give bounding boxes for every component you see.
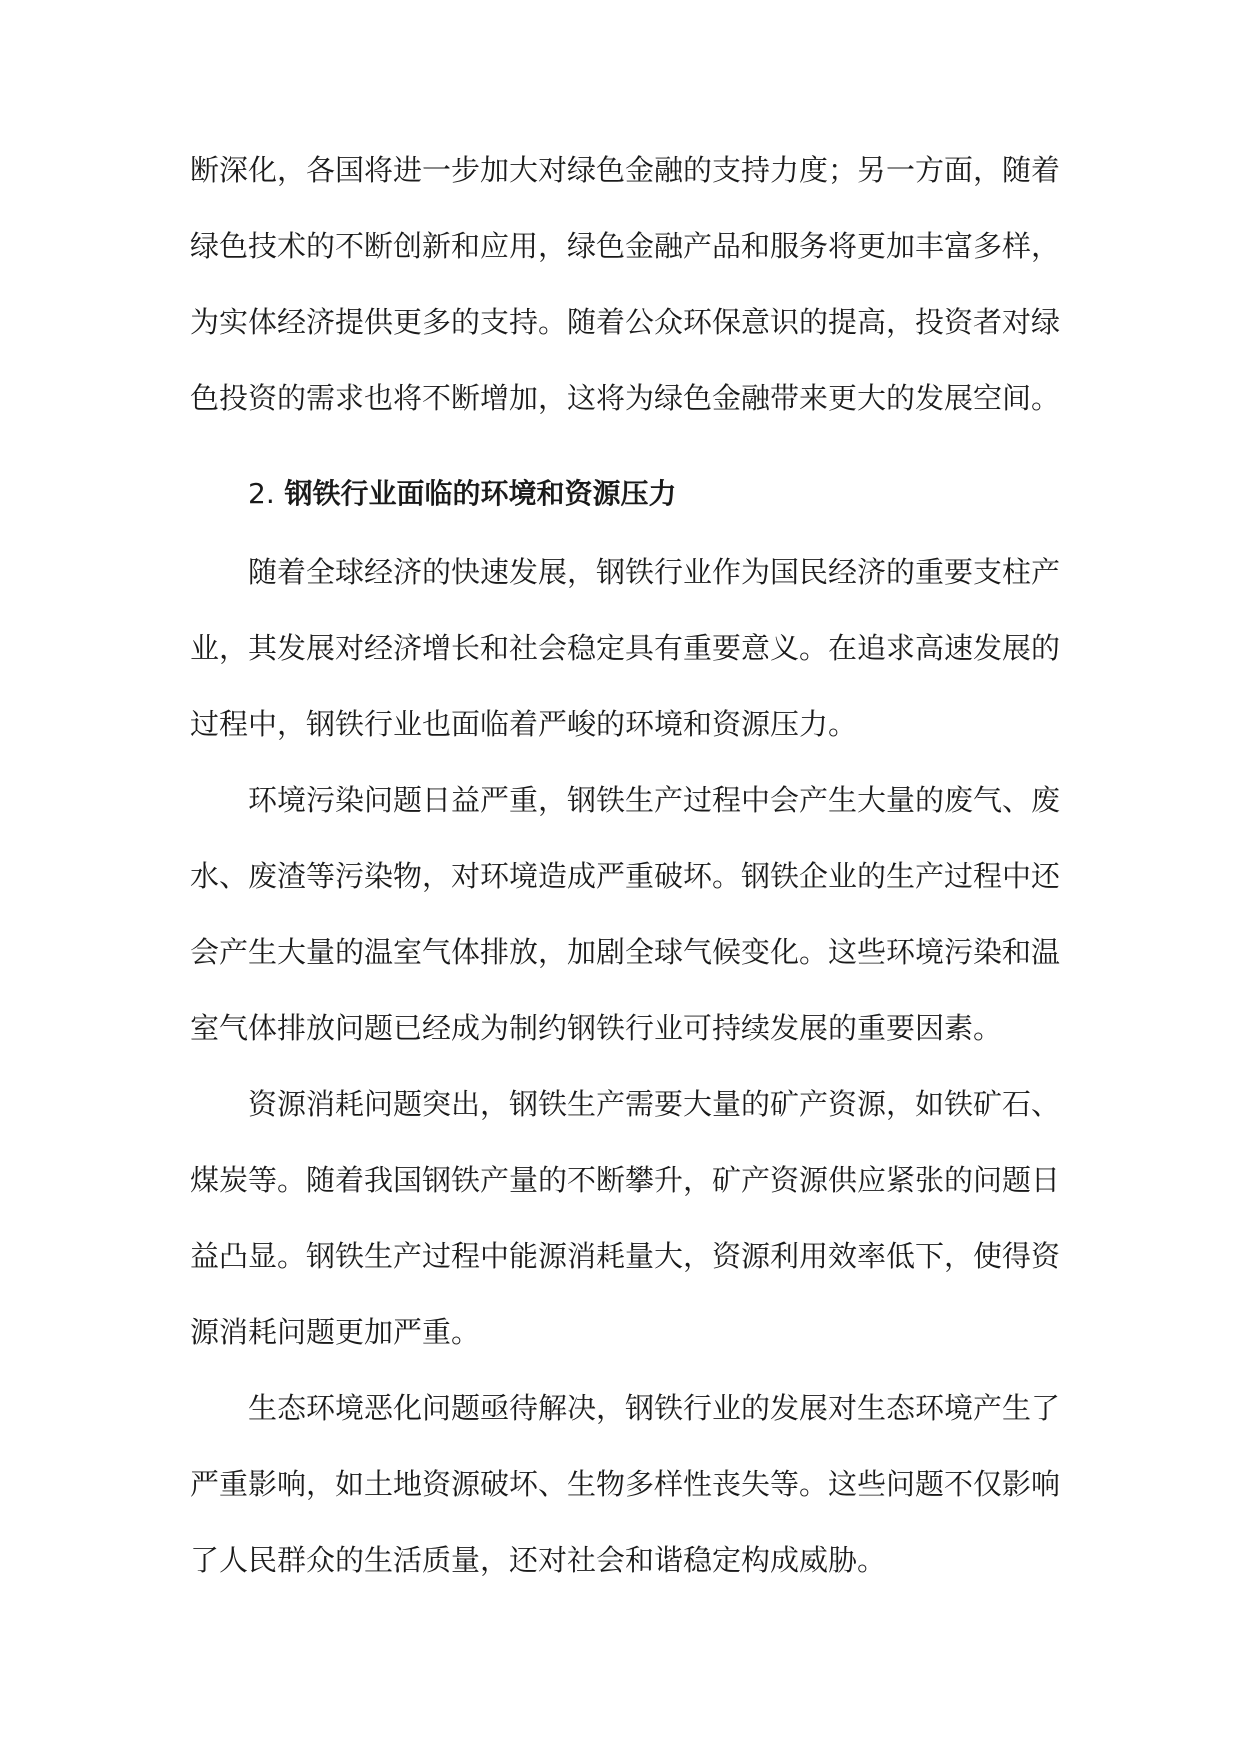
document-body <box>190 132 1060 1598</box>
section-heading-title: 钢铁行业面临的环境和资源压力 <box>284 477 677 510</box>
paragraph-environment-pollution: 环境污染问题日益严重，钢铁生产过程中会产生大量的废气、废水、废渣等污染物，对环境造成严重破坏。钢铁企业的生产过程中还会产生大量的温室气体排放，加剧全球气候变化。这些环境污染和温室气体排放问题已经成为制约钢铁行业可持续发展的重要因素。 <box>190 783 1061 1045</box>
section-heading-number: 2. <box>248 477 275 510</box>
paragraph-ecology: 生态环境恶化问题亟待解决，钢铁行业的发展对生态环境产生了严重影响，如土地资源破坏、生物多样性丧失等。这些问题不仅影响了人民群众的生活质量，还对社会和谐稳定构成威胁。 <box>190 1391 1061 1577</box>
paragraph-continuation: 断深化，各国将进一步加大对绿色金融的支持力度；另一方面，随着绿色技术的不断创新和应用，绿色金融产品和服务将更加丰富多样，为实体经济提供更多的支持。随着公众环保意识的提高，投资者对绿色投资的需求也将不断增加，这将为绿色金融带来更大的发展空间。 <box>190 153 1061 415</box>
paragraph-resource-consumption: 资源消耗问题突出，钢铁生产需要大量的矿产资源，如铁矿石、煤炭等。随着我国钢铁产量的不断攀升，矿产资源供应紧张的问题日益凸显。钢铁生产过程中能源消耗量大，资源利用效率低下，使得资源消耗问题更加严重。 <box>190 1087 1061 1349</box>
paragraph-intro: 随着全球经济的快速发展，钢铁行业作为国民经济的重要支柱产业，其发展对经济增长和社会稳定具有重要意义。在追求高速发展的过程中，钢铁行业也面临着严峻的环境和资源压力。 <box>190 555 1061 741</box>
section-heading <box>190 436 1060 534</box>
